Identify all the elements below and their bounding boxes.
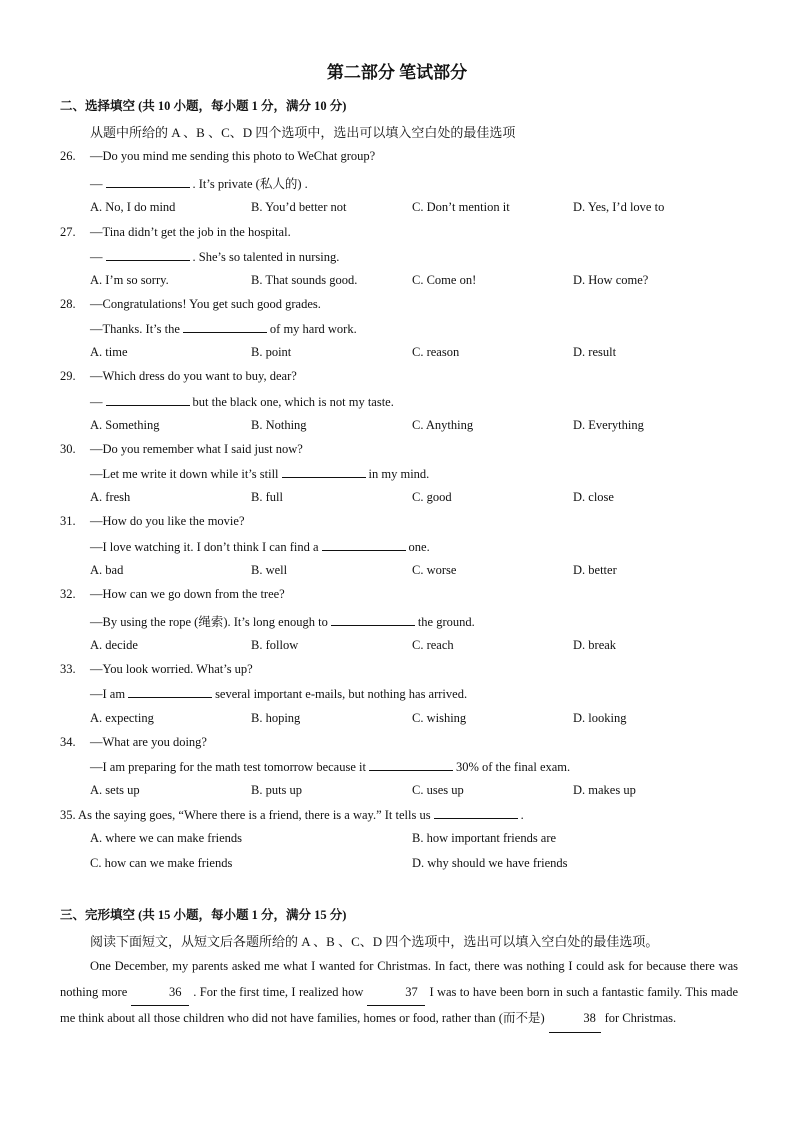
line-prefix: —Thanks. It’s the bbox=[90, 322, 180, 336]
option-b[interactable]: B. point bbox=[251, 345, 292, 359]
answer-blank[interactable] bbox=[106, 249, 190, 261]
line-suffix: several important e-mails, but nothing has arrived. bbox=[215, 687, 468, 701]
option-d[interactable]: D. close bbox=[573, 490, 614, 504]
option-d[interactable]: D. why should we have friends bbox=[412, 856, 568, 870]
line-suffix: . It’s private (私人的) . bbox=[192, 177, 308, 191]
option-a[interactable]: A. I’m so sorry. bbox=[90, 273, 169, 287]
stem-text: 35. As the saying goes, “Where there is a friend, there is a way.” It tells us bbox=[60, 808, 431, 822]
line-suffix: the ground. bbox=[417, 615, 475, 629]
question-line-1: —How can we go down from the tree? bbox=[90, 587, 285, 601]
section-heading: 二、选择填空 (共 10 小题，每小题 1 分，满分 10 分) bbox=[60, 99, 347, 113]
question-number: 29. bbox=[60, 369, 76, 383]
question-line-1: —What are you doing? bbox=[90, 735, 207, 749]
page-title: 第二部分 笔试部分 bbox=[326, 63, 468, 82]
question-number: 30. bbox=[60, 442, 76, 456]
line-suffix: in my mind. bbox=[368, 467, 430, 481]
option-a[interactable]: A. fresh bbox=[90, 490, 131, 504]
option-c[interactable]: C. Come on! bbox=[412, 273, 477, 287]
question-line-2 bbox=[90, 539, 430, 555]
line-suffix: . She’s so talented in nursing. bbox=[192, 250, 340, 264]
question-line-1: —Which dress do you want to buy, dear? bbox=[90, 369, 297, 383]
question-line-2 bbox=[90, 321, 357, 337]
option-d[interactable]: D. makes up bbox=[573, 783, 636, 797]
passage-text: . For the first time, I realized how bbox=[193, 984, 364, 999]
answer-blank[interactable] bbox=[128, 686, 212, 698]
option-a[interactable]: A. expecting bbox=[90, 711, 154, 725]
option-a[interactable]: A. bad bbox=[90, 563, 124, 577]
option-a[interactable]: A. No, I do mind bbox=[90, 200, 176, 214]
option-d[interactable]: D. result bbox=[573, 345, 617, 359]
option-d[interactable]: D. better bbox=[573, 563, 617, 577]
option-b[interactable]: B. well bbox=[251, 563, 288, 577]
cloze-blank-37[interactable]: 37 bbox=[367, 980, 425, 1007]
answer-blank[interactable] bbox=[369, 759, 453, 771]
option-a[interactable]: A. Something bbox=[90, 418, 160, 432]
question-line-2 bbox=[90, 612, 475, 630]
question-number: 28. bbox=[60, 297, 76, 311]
answer-blank[interactable] bbox=[331, 614, 415, 626]
answer-blank[interactable] bbox=[434, 807, 518, 819]
question-number: 34. bbox=[60, 735, 76, 749]
option-b[interactable]: B. follow bbox=[251, 638, 299, 652]
line-suffix: but the black one, which is not my taste. bbox=[192, 395, 394, 409]
answer-blank[interactable] bbox=[106, 394, 190, 406]
stem-end: . bbox=[520, 808, 524, 822]
option-b[interactable]: B. hoping bbox=[251, 711, 301, 725]
option-c[interactable]: C. worse bbox=[412, 563, 457, 577]
question-number: 31. bbox=[60, 514, 76, 528]
option-c[interactable]: C. reason bbox=[412, 345, 460, 359]
section-heading: 三、完形填空 (共 15 小题，每小题 1 分，满分 15 分) bbox=[60, 908, 347, 922]
answer-blank[interactable] bbox=[282, 466, 366, 478]
question-line-1: —Congratulations! You get such good grades. bbox=[90, 297, 321, 311]
line-suffix: of my hard work. bbox=[269, 322, 357, 336]
option-c[interactable]: C. Anything bbox=[412, 418, 474, 432]
option-c[interactable]: C. how can we make friends bbox=[90, 856, 233, 870]
option-a[interactable]: A. time bbox=[90, 345, 128, 359]
question-line-2 bbox=[90, 686, 467, 702]
question-stem bbox=[60, 807, 524, 823]
option-d[interactable]: D. looking bbox=[573, 711, 627, 725]
question-line-2 bbox=[90, 466, 429, 482]
line-prefix: — bbox=[90, 395, 103, 409]
line-prefix: —I am preparing for the math test tomorrow because it bbox=[90, 760, 366, 774]
question-number: 32. bbox=[60, 587, 76, 601]
option-c[interactable]: C. Don’t mention it bbox=[412, 200, 510, 214]
option-a[interactable]: A. decide bbox=[90, 638, 138, 652]
answer-blank[interactable] bbox=[183, 321, 267, 333]
option-b[interactable]: B. You’d better not bbox=[251, 200, 347, 214]
passage-text: for Christmas. bbox=[604, 1011, 677, 1025]
option-b[interactable]: B. how important friends are bbox=[412, 831, 557, 845]
question-line-1: —Do you mind me sending this photo to WeChat group? bbox=[90, 149, 376, 163]
option-c[interactable]: C. uses up bbox=[412, 783, 464, 797]
option-a[interactable]: A. where we can make friends bbox=[90, 831, 243, 845]
answer-blank[interactable] bbox=[322, 539, 406, 551]
question-number: 27. bbox=[60, 225, 76, 239]
answer-blank[interactable] bbox=[106, 176, 190, 188]
option-b[interactable]: B. Nothing bbox=[251, 418, 307, 432]
line-prefix: — bbox=[90, 177, 103, 191]
question-line-2 bbox=[90, 394, 394, 410]
question-number: 33. bbox=[60, 662, 76, 676]
line-suffix: one. bbox=[408, 540, 430, 554]
line-prefix: —I love watching it. I don’t think I can find a bbox=[90, 540, 319, 554]
line-prefix: — bbox=[90, 250, 103, 264]
option-b[interactable]: B. full bbox=[251, 490, 283, 504]
question-line-2 bbox=[90, 174, 308, 192]
option-a[interactable]: A. sets up bbox=[90, 783, 140, 797]
question-number: 26. bbox=[60, 149, 76, 163]
option-b[interactable]: B. puts up bbox=[251, 783, 303, 797]
section-instruction: 阅读下面短文，从短文后各题所给的 A 、B 、C、D 四个选项中，选出可以填入空白处的最佳选项。 bbox=[90, 934, 659, 949]
question-line-1: —How do you like the movie? bbox=[90, 514, 245, 528]
line-suffix: 30% of the final exam. bbox=[455, 760, 571, 774]
passage-text: One December, my parents asked me what I wanted for Christmas. In fact, there was nothing I could ask for because there was nothing more bbox=[60, 959, 738, 999]
option-d[interactable]: D. Everything bbox=[573, 418, 644, 432]
cloze-passage bbox=[60, 954, 738, 1033]
option-c[interactable]: C. reach bbox=[412, 638, 454, 652]
option-c[interactable]: C. good bbox=[412, 490, 452, 504]
section-instruction: 从题中所给的 A 、B 、C、D 四个选项中，选出可以填入空白处的最佳选项 bbox=[90, 125, 516, 140]
option-d[interactable]: D. Yes, I’d love to bbox=[573, 200, 665, 214]
cloze-blank-38[interactable]: 38 bbox=[549, 1006, 601, 1033]
option-c[interactable]: C. wishing bbox=[412, 711, 467, 725]
line-prefix: —Let me write it down while it’s still bbox=[90, 467, 279, 481]
question-line-2 bbox=[90, 759, 570, 775]
option-d[interactable]: D. break bbox=[573, 638, 617, 652]
passage-paragraph bbox=[60, 954, 738, 1033]
passage-text: I was to have been born in such a fantastic family. This made me think about all those children who did not have families, homes or food, rather than (而不是) bbox=[60, 984, 738, 1025]
question-line-1: —You look worried. What’s up? bbox=[90, 662, 253, 676]
question-line-2 bbox=[90, 249, 339, 265]
question-line-1: —Tina didn’t get the job in the hospital. bbox=[90, 225, 291, 239]
line-prefix: —I am bbox=[90, 687, 126, 701]
cloze-blank-36[interactable]: 36 bbox=[131, 980, 189, 1007]
option-b[interactable]: B. That sounds good. bbox=[251, 273, 358, 287]
line-prefix: —By using the rope (绳索). It’s long enough to bbox=[90, 615, 328, 629]
question-line-1: —Do you remember what I said just now? bbox=[90, 442, 303, 456]
option-d[interactable]: D. How come? bbox=[573, 273, 649, 287]
